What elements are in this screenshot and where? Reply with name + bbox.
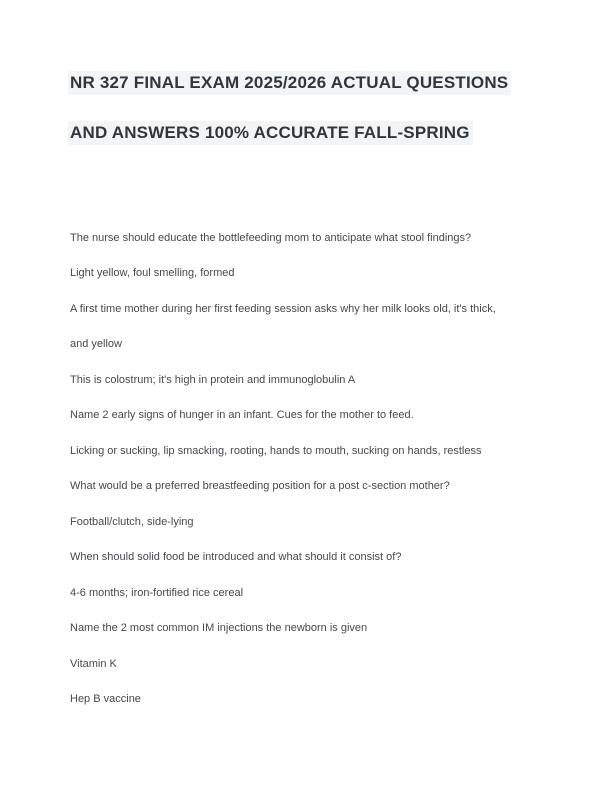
qa-line-10: When should solid food be introduced and what should it consist of? <box>70 551 402 563</box>
qa-line-4: and yellow <box>70 338 122 350</box>
qa-line-7: Licking or sucking, lip smacking, rooting, hands to mouth, sucking on hands, restless <box>70 445 482 457</box>
qa-line-1: The nurse should educate the bottlefeeding mom to anticipate what stool findings? <box>70 232 472 244</box>
qa-line-9: Football/clutch, side-lying <box>70 516 194 528</box>
qa-line-8: What would be a preferred breastfeeding position for a post c-section mother? <box>70 480 450 492</box>
qa-line-12: Name the 2 most common IM injections the newborn is given <box>70 622 368 634</box>
title-highlight-text: NR 327 FINAL EXAM 2025/2026 ACTUAL QUESTIONS <box>68 71 511 95</box>
qa-line-11: 4-6 months; iron-fortified rice cereal <box>70 587 244 599</box>
qa-line-2: Light yellow, foul smelling, formed <box>70 267 235 279</box>
qa-line-14: Hep B vaccine <box>70 693 141 705</box>
qa-line-13: Vitamin K <box>70 658 117 670</box>
document-title-line-2 <box>68 121 473 145</box>
document-title-line-1 <box>68 71 511 95</box>
qa-line-6: Name 2 early signs of hunger in an infant. Cues for the mother to feed. <box>70 409 414 421</box>
qa-line-5: This is colostrum; it's high in protein and immunoglobulin A <box>70 374 356 386</box>
title-highlight-text: AND ANSWERS 100% ACCURATE FALL-SPRING <box>68 121 473 145</box>
qa-line-3: A first time mother during her first feeding session asks why her milk looks old, it's thick, <box>70 303 496 315</box>
